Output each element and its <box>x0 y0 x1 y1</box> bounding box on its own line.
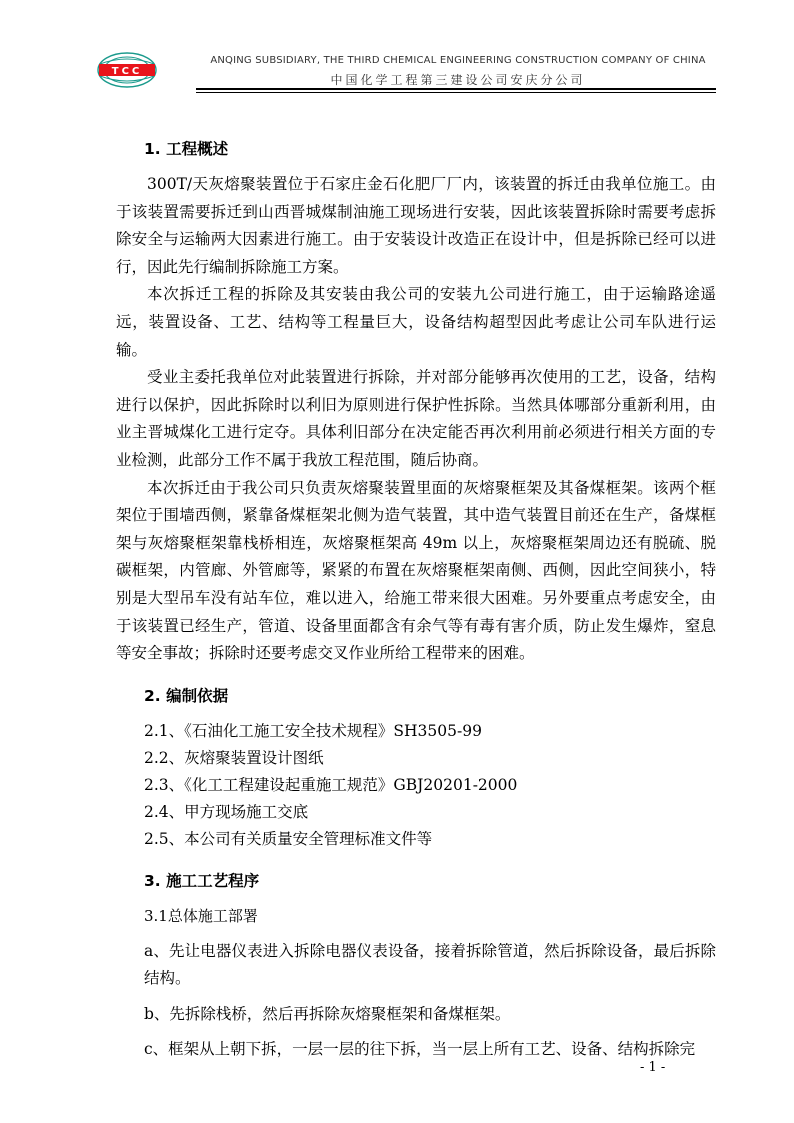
page-header <box>96 50 716 94</box>
logo-text: TCC <box>111 66 143 77</box>
section-3-step: c、框架从上朝下拆，一层一层的往下拆，当一层上所有工艺、设备、结构拆除完 <box>144 1040 696 1059</box>
reference-item: 2.5、本公司有关质量安全管理标准文件等 <box>144 829 433 848</box>
section-2-heading: 2. 编制依据 <box>144 686 229 705</box>
section-1-paragraph: 本次拆迁工程的拆除及其安装由我公司的安装九公司进行施工，由于运输路途遥远，装置设备、工艺、结构等工程量巨大，设备结构超型因此考虑让公司车队进行运输。 <box>116 285 716 359</box>
header-rule-thin <box>196 92 716 93</box>
section-1-paragraph: 受业主委托我单位对此装置进行拆除，并对部分能够再次使用的工艺，设备，结构进行以保护，因此拆除时以利旧为原则进行保护性拆除。当然具体哪部分重新利用，由业主晋城煤化工进行定夺。具体利旧部分在决定能否再次利用前必须进行相关方面的专业检测，此部分工作不属于我放工程范围，随后协商。 <box>116 368 716 469</box>
header-english-name: ANQING SUBSIDIARY, THE THIRD CHEMICAL ENGINEERING CONSTRUCTION COMPANY OF CHINA <box>210 55 706 66</box>
reference-item: 2.3、《化工工程建设起重施工规范》GBJ20201-2000 <box>144 775 518 794</box>
reference-item: 2.4、甲方现场施工交底 <box>144 802 309 821</box>
page-number: - 1 - <box>640 1060 666 1075</box>
section-3-heading: 3. 施工工艺程序 <box>144 871 260 890</box>
reference-item: 2.2、灰熔聚装置设计图纸 <box>144 748 324 767</box>
section-3-subheading: 3.1总体施工部署 <box>144 906 258 925</box>
company-logo <box>96 50 158 90</box>
header-rule-thick <box>196 88 716 90</box>
section-1-paragraph: 本次拆迁由于我公司只负责灰熔聚装置里面的灰熔聚框架及其备煤框架。该两个框架位于围墙西侧，紧靠备煤框架北侧为造气装置，其中造气装置目前还在生产，备煤框架与灰熔聚框架靠栈桥相连，灰熔聚框架高 49m 以上，灰熔聚框架周边还有脱硫、脱碳框架，内管廊、外管廊等，紧紧的布置在灰熔聚框架南侧、西侧，因此空间狭小，特别是大型吊车没有站车位，难以进入，给施工带来很大困难。另外要重点考虑安全，由于该装置已经生产，管道、设备里面都含有余气等有毒有害介质，防止发生爆炸，窒息等安全事故；拆除时还要考虑交叉作业所给工程带来的困难。 <box>116 478 716 663</box>
section-1-paragraph: 300T/天灰熔聚装置位于石家庄金石化肥厂厂内，该装置的拆迁由我单位施工。由于该装置需要拆迁到山西晋城煤制油施工现场进行安装，因此该装置拆除时需要考虑拆除安全与运输两大因素进行施工。由于安装设计改造正在设计中，但是拆除已经可以进行，因此先行编制拆除施工方案。 <box>116 175 716 276</box>
header-chinese-name: 中国化学工程第三建设公司安庆分公司 <box>330 73 586 87</box>
section-1-heading: 1. 工程概述 <box>144 140 229 158</box>
section-3-step: a、先让电器仪表进入拆除电器仪表设备，接着拆除管道，然后拆除设备，最后拆除结构。 <box>144 941 716 988</box>
reference-item: 2.1、《石油化工施工安全技术规程》SH3505-99 <box>144 721 482 740</box>
section-3-step: b、先拆除栈桥，然后再拆除灰熔聚框架和备煤框架。 <box>144 1004 511 1023</box>
document-body <box>116 135 716 1064</box>
